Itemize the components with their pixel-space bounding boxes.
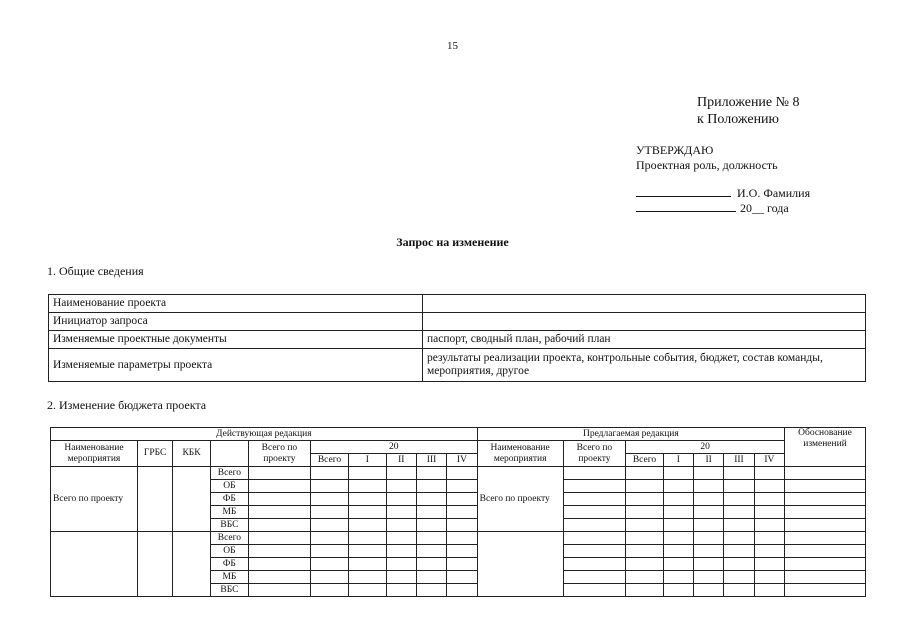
table-cell: [626, 558, 663, 571]
table-cell: [349, 558, 386, 571]
table-cell: [724, 467, 754, 480]
table-cell: [754, 545, 784, 558]
col-total-project-proposed: Всего по проекту: [563, 441, 626, 467]
table-cell: [447, 584, 477, 597]
signature-name: И.О. Фамилия: [737, 186, 811, 200]
table-cell: [693, 584, 723, 597]
row-type: ОБ: [210, 545, 248, 558]
approval-title: УТВЕРЖДАЮ: [636, 143, 714, 157]
table-cell: [785, 532, 866, 545]
table-cell: [724, 584, 754, 597]
table-cell: [754, 467, 784, 480]
col-year: 20: [310, 441, 477, 454]
table-cell: [785, 506, 866, 519]
table-cell: [663, 480, 693, 493]
table-cell: [447, 519, 477, 532]
general-info-table: [48, 294, 866, 382]
info-value: паспорт, сводный план, рабочий план: [423, 331, 866, 349]
table-cell: [626, 532, 663, 545]
table-cell: [724, 571, 754, 584]
row-type: МБ: [210, 571, 248, 584]
signature-line: [636, 186, 731, 197]
table-cell: [416, 506, 446, 519]
table-cell: [563, 558, 626, 571]
table-row: [51, 532, 866, 545]
table-cell: [785, 493, 866, 506]
col-q2: II: [386, 454, 416, 467]
table-cell: [349, 467, 386, 480]
section2-heading: 2. Изменение бюджета проекта: [47, 398, 207, 412]
table-cell: [310, 558, 348, 571]
row-type: ФБ: [210, 493, 248, 506]
row-type: ВБС: [210, 519, 248, 532]
table-cell: [785, 584, 866, 597]
appendix-number: Приложение № 8: [697, 95, 800, 110]
table-row: [49, 313, 866, 331]
table-cell: [249, 545, 311, 558]
cell: [173, 467, 210, 532]
table-cell: [785, 558, 866, 571]
table-cell: [386, 558, 416, 571]
table-cell: [693, 506, 723, 519]
table-cell: [785, 480, 866, 493]
table-cell: [724, 519, 754, 532]
table-cell: [447, 493, 477, 506]
table-cell: [563, 519, 626, 532]
table-cell: [349, 493, 386, 506]
table-cell: [416, 532, 446, 545]
table-cell: [447, 545, 477, 558]
table-cell: [724, 558, 754, 571]
info-label: Изменяемые параметры проекта: [49, 349, 423, 382]
table-cell: [249, 506, 311, 519]
table-cell: [310, 571, 348, 584]
table-cell: [663, 493, 693, 506]
table-cell: [249, 467, 311, 480]
col-total-proposed: Всего: [626, 454, 663, 467]
table-cell: [626, 467, 663, 480]
row-type: ФБ: [210, 558, 248, 571]
justification-header: Обоснование изменений: [785, 428, 866, 467]
table-cell: [310, 545, 348, 558]
info-value: [423, 313, 866, 331]
info-label: Изменяемые проектные документы: [49, 331, 423, 349]
table-cell: [310, 480, 348, 493]
table-cell: [249, 480, 311, 493]
table-cell: [563, 571, 626, 584]
table-cell: [447, 571, 477, 584]
table-cell: [785, 571, 866, 584]
col-q2-proposed: II: [693, 454, 723, 467]
table-cell: [563, 480, 626, 493]
date-line: [636, 201, 736, 212]
table-cell: [693, 532, 723, 545]
table-cell: [349, 584, 386, 597]
approval-block: [636, 143, 778, 173]
table-cell: [754, 532, 784, 545]
table-cell: [754, 480, 784, 493]
row-type: Всего: [210, 467, 248, 480]
table-cell: [785, 519, 866, 532]
table-cell: [724, 532, 754, 545]
table-row: [51, 441, 866, 454]
signature-block: [636, 186, 810, 216]
table-cell: [563, 545, 626, 558]
table-cell: [349, 519, 386, 532]
table-cell: [663, 571, 693, 584]
table-cell: [349, 506, 386, 519]
table-row: [49, 349, 866, 382]
table-cell: [563, 506, 626, 519]
table-row: [51, 428, 866, 441]
table-cell: [693, 545, 723, 558]
appendix-block: [697, 94, 800, 128]
table-cell: [447, 506, 477, 519]
cell: [51, 532, 138, 597]
row-type: ОБ: [210, 480, 248, 493]
table-cell: [626, 519, 663, 532]
table-cell: [693, 480, 723, 493]
table-cell: [416, 545, 446, 558]
table-cell: [626, 480, 663, 493]
table-cell: [349, 571, 386, 584]
table-cell: [416, 480, 446, 493]
table-cell: [349, 545, 386, 558]
table-cell: [386, 506, 416, 519]
table-cell: [754, 493, 784, 506]
table-cell: [563, 532, 626, 545]
document-title: Запрос на изменение: [396, 235, 509, 249]
table-cell: [310, 467, 348, 480]
table-cell: [416, 558, 446, 571]
table-cell: [724, 545, 754, 558]
table-cell: [447, 532, 477, 545]
table-cell: [563, 584, 626, 597]
col-year-proposed: 20: [626, 441, 785, 454]
proposed-edition-header: Предлагаемая редакция: [477, 428, 784, 441]
table-cell: [663, 519, 693, 532]
table-cell: [663, 467, 693, 480]
table-cell: [754, 519, 784, 532]
col-q3: III: [416, 454, 446, 467]
table-cell: [416, 467, 446, 480]
cell: [173, 532, 210, 597]
table-cell: [349, 532, 386, 545]
table-cell: [754, 506, 784, 519]
appendix-reference: к Положению: [697, 112, 780, 127]
table-cell: [785, 467, 866, 480]
col-q4-proposed: IV: [754, 454, 784, 467]
table-row: [51, 467, 866, 480]
table-cell: [724, 506, 754, 519]
col-total-project: Всего по проекту: [249, 441, 311, 467]
table-cell: [386, 532, 416, 545]
page-number: 15: [447, 40, 458, 52]
signature-date: 20__ года: [740, 201, 789, 215]
table-cell: [416, 519, 446, 532]
table-cell: [626, 506, 663, 519]
table-cell: [310, 519, 348, 532]
table-cell: [447, 480, 477, 493]
table-cell: [563, 493, 626, 506]
cell: [137, 467, 172, 532]
table-cell: [785, 545, 866, 558]
table-cell: [386, 571, 416, 584]
row-type: МБ: [210, 506, 248, 519]
table-cell: [249, 558, 311, 571]
table-cell: [754, 571, 784, 584]
table-row: [49, 331, 866, 349]
table-cell: [693, 467, 723, 480]
table-cell: [447, 467, 477, 480]
table-cell: [386, 467, 416, 480]
table-cell: [663, 584, 693, 597]
info-label: Наименование проекта: [49, 295, 423, 313]
table-cell: [663, 558, 693, 571]
table-cell: [693, 558, 723, 571]
table-cell: [386, 480, 416, 493]
table-cell: [724, 493, 754, 506]
approval-role: Проектная роль, должность: [636, 158, 778, 172]
row-type: ВБС: [210, 584, 248, 597]
table-cell: [416, 584, 446, 597]
section1-heading: 1. Общие сведения: [47, 264, 144, 278]
col-kbk: КБК: [173, 441, 210, 467]
col-event-name-proposed: Наименование мероприятия: [477, 441, 563, 467]
col-event-name: Наименование мероприятия: [51, 441, 138, 467]
table-cell: [754, 584, 784, 597]
col-blank: [210, 441, 248, 467]
table-cell: [386, 493, 416, 506]
table-cell: [249, 493, 311, 506]
table-cell: [626, 493, 663, 506]
table-cell: [724, 480, 754, 493]
budget-group-event: [51, 532, 866, 597]
current-edition-header: Действующая редакция: [51, 428, 478, 441]
col-q1-proposed: I: [663, 454, 693, 467]
row-type: Всего: [210, 532, 248, 545]
table-cell: [693, 571, 723, 584]
table-cell: [249, 571, 311, 584]
table-cell: [386, 584, 416, 597]
table-cell: [386, 545, 416, 558]
table-cell: [349, 480, 386, 493]
table-cell: [754, 558, 784, 571]
col-q4: IV: [447, 454, 477, 467]
info-value: [423, 295, 866, 313]
col-grbs: ГРБС: [137, 441, 172, 467]
budget-group-project: [51, 467, 866, 532]
cell: [137, 532, 172, 597]
cell: [477, 532, 563, 597]
col-q1: I: [349, 454, 386, 467]
table-cell: [663, 532, 693, 545]
table-cell: [310, 532, 348, 545]
table-cell: [249, 532, 311, 545]
table-cell: [310, 584, 348, 597]
budget-table: [50, 427, 866, 597]
info-label: Инициатор запроса: [49, 313, 423, 331]
table-cell: [249, 584, 311, 597]
col-q3-proposed: III: [724, 454, 754, 467]
table-cell: [663, 506, 693, 519]
table-cell: [416, 493, 446, 506]
table-cell: [626, 571, 663, 584]
group-label: Всего по проекту: [51, 467, 138, 532]
group-label-proposed: Всего по проекту: [477, 467, 563, 532]
col-total: Всего: [310, 454, 348, 467]
table-cell: [563, 467, 626, 480]
info-value: результаты реализации проекта, контрольные события, бюджет, состав команды, мероприятия, другое: [423, 349, 866, 382]
table-cell: [310, 493, 348, 506]
table-cell: [626, 584, 663, 597]
table-cell: [386, 519, 416, 532]
table-cell: [693, 493, 723, 506]
table-row: [49, 295, 866, 313]
table-cell: [663, 545, 693, 558]
table-cell: [447, 558, 477, 571]
table-cell: [249, 519, 311, 532]
table-cell: [310, 506, 348, 519]
table-cell: [416, 571, 446, 584]
table-cell: [693, 519, 723, 532]
table-cell: [626, 545, 663, 558]
